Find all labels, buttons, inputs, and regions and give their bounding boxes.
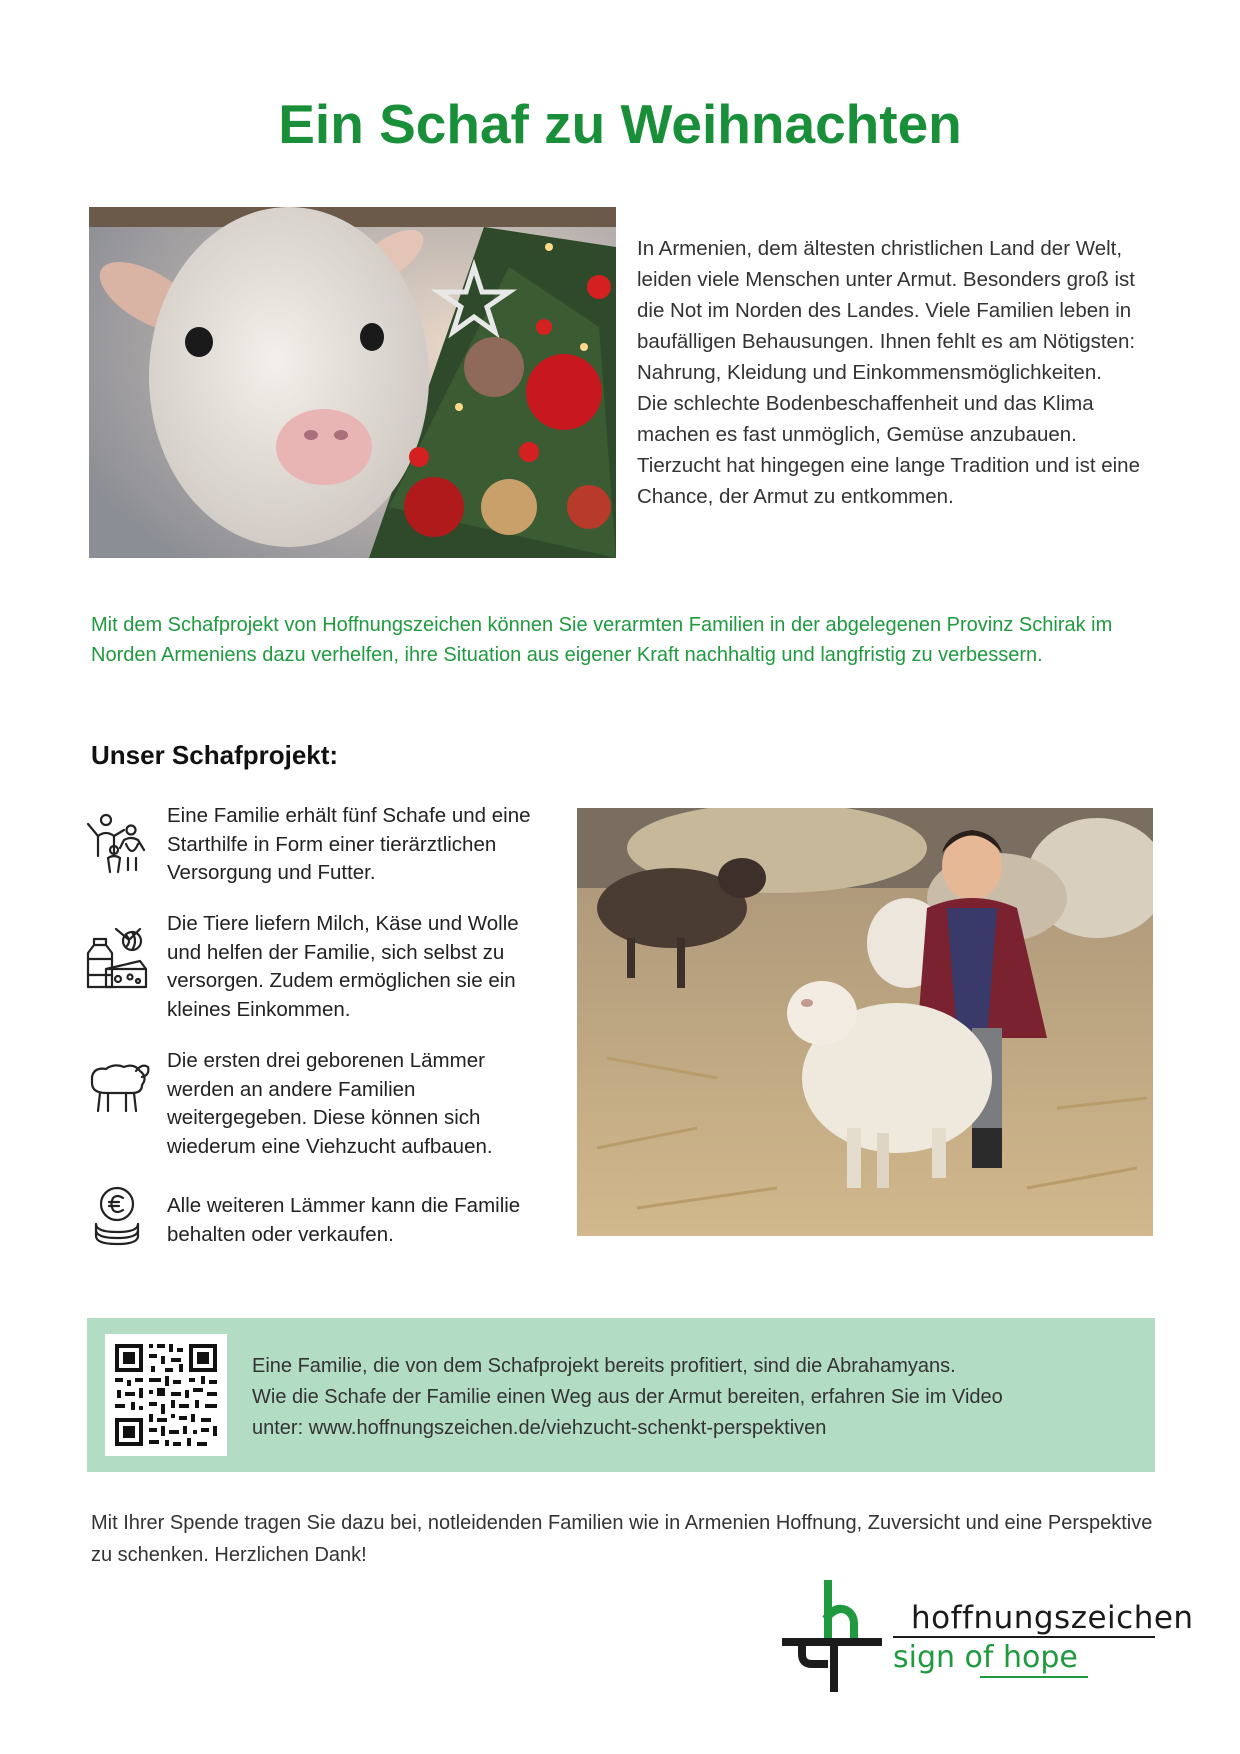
- euro-coins-icon: [84, 1184, 150, 1250]
- logo-name-en: sign of hope: [893, 1640, 1078, 1675]
- info-line-1: Eine Familie, die von dem Schafprojekt bereits profitiert, sind die Abrahamyans.: [252, 1355, 956, 1377]
- logo-underline: [980, 1676, 1088, 1678]
- project-lead-text: Mit dem Schafprojekt von Hoffnungszeichen können Sie verarmten Familien in der abgelegenen Provinz Schirak im Norden Armeniens dazu verhelfen, ihre Situation aus eigener Kraft nachhaltig und langfristig zu verbessern.: [91, 614, 1113, 666]
- intro-paragraph-1: In Armenien, dem ältesten christlichen Land der Welt, leiden viele Menschen unter Armut. Besonders groß ist die Not im Norden des Landes. Viele Familien leben in baufälligen Behausungen. Ihnen fehlt es am Nötigsten: Nahrung, Kleidung und Einkommensmöglichkeiten.: [637, 237, 1136, 384]
- feature-text-4: Alle weiteren Lämmer kann die Familie behalten oder verkaufen.: [167, 1194, 521, 1246]
- feature-text-1: Eine Familie erhält fünf Schafe und eine Starthilfe in Form einer tierärztlichen Versorgung und Futter.: [167, 804, 531, 884]
- family-icon: [84, 810, 150, 876]
- video-info-text: [252, 1351, 1132, 1444]
- lamb-christmas-photo: [89, 207, 616, 558]
- boy-with-lambs-photo: [577, 808, 1153, 1236]
- intro-paragraph-2: Die schlechte Bodenbeschaffenheit und das Klima machen es fast unmöglich, Gemüse anzubauen. Tierzucht hat hingegen eine lange Tradition und ist eine Chance, der Armut zu entkommen.: [637, 392, 1140, 508]
- feature-text-3: Die ersten drei geborenen Lämmer werden an andere Familien weitergegeben. Diese können sich wiederum eine Viehzucht aufbauen.: [167, 1049, 493, 1158]
- sheep-icon: [84, 1055, 150, 1121]
- hoffnungszeichen-logo-icon: [782, 1580, 882, 1692]
- intro-text: [637, 233, 1152, 512]
- qr-code[interactable]: [105, 1334, 227, 1456]
- info-line-3-video-link[interactable]: unter: www.hoffnungszeichen.de/viehzucht-schenkt-perspektiven: [252, 1417, 827, 1439]
- info-line-2: Wie die Schafe der Familie einen Weg aus der Armut bereiten, erfahren Sie im Video: [252, 1386, 1003, 1408]
- logo-divider-line: [893, 1636, 1155, 1638]
- feature-text-2: Die Tiere liefern Milch, Käse und Wolle und helfen der Familie, sich selbst zu versorgen. Zudem ermöglichen sie ein kleines Einkommen.: [167, 912, 519, 1021]
- project-heading: Unser Schafprojekt:: [91, 740, 339, 770]
- logo-name-de: hoffnungszeichen: [911, 1600, 1194, 1636]
- thank-you-text: Mit Ihrer Spende tragen Sie dazu bei, notleidenden Familien wie in Armenien Hoffnung, Zuversicht und eine Perspektive zu schenken. Herzlichen Dank!: [91, 1512, 1153, 1566]
- page-title: Ein Schaf zu Weihnachten: [278, 93, 962, 155]
- milk-cheese-wool-icon: [84, 925, 150, 991]
